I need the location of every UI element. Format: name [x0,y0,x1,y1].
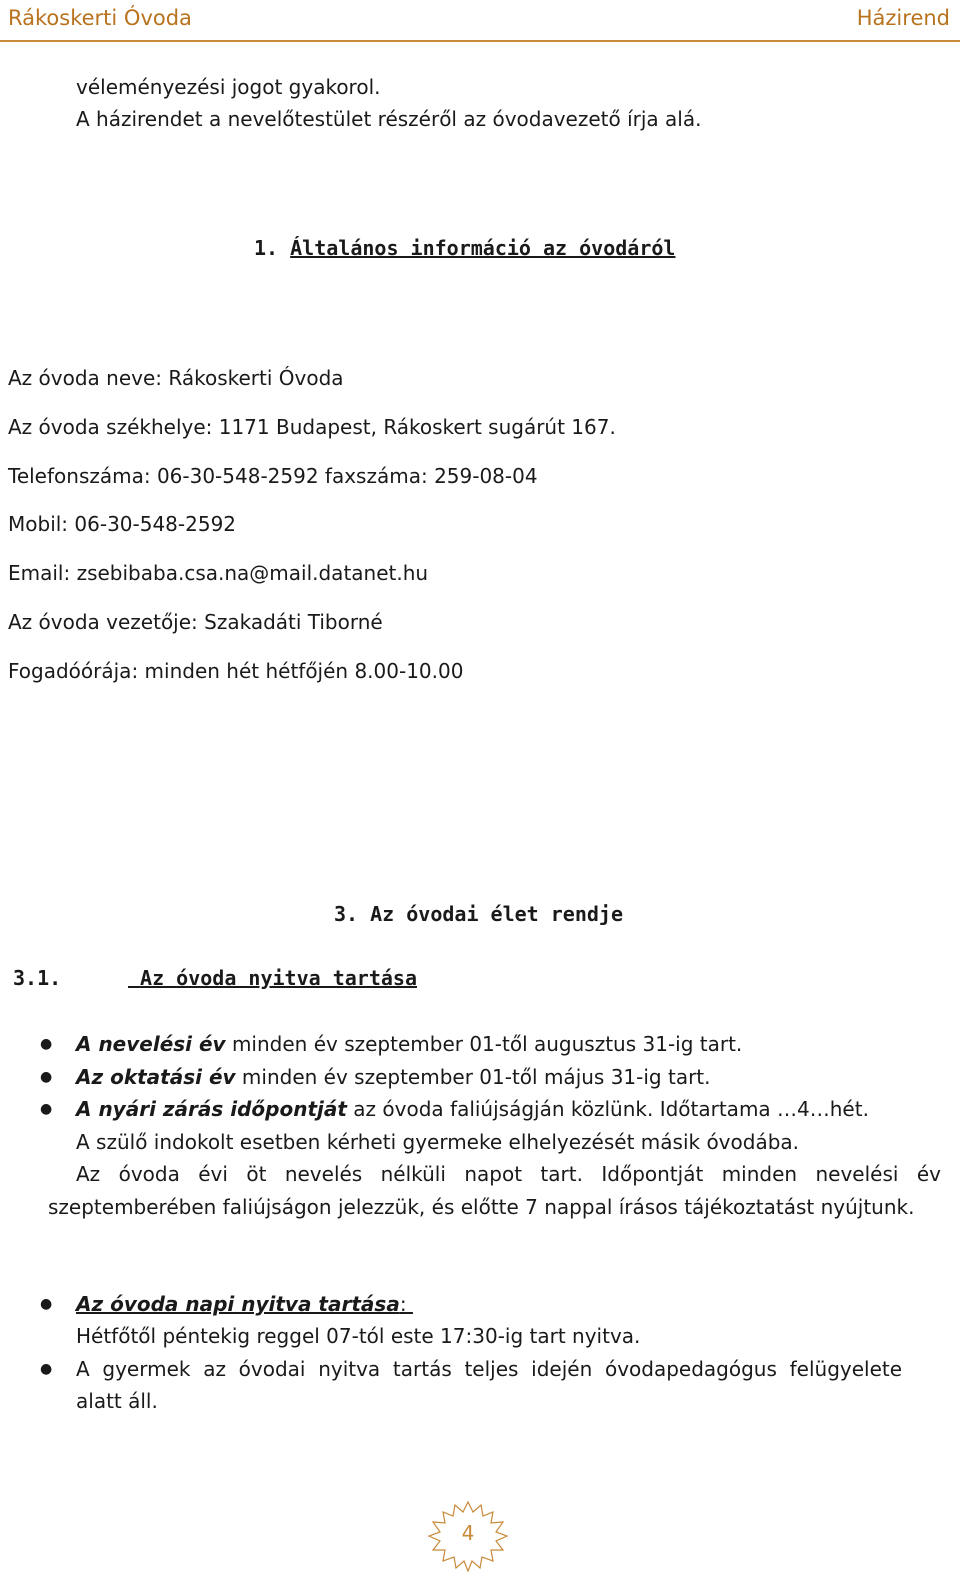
section-1-title: Általános információ az óvodáról [290,236,676,260]
header-rule [0,40,960,42]
info-director: Az óvoda vezetője: Szakadáti Tiborné [8,610,383,634]
bullet-2-emphasis: Az oktatási év [76,1065,236,1089]
info-mobile: Mobil: 06-30-548-2592 [8,512,237,536]
section-1-number: 1. [254,236,279,260]
nevelés-nelkuli-napok-paragraph [48,1158,941,1223]
bullet-dot: ● [40,1036,53,1052]
bullet-dot: ● [40,1069,53,1085]
section-3-1-title [128,966,417,990]
info-address: Az óvoda székhelye: 1171 Budapest, Rákoskert sugárút 167. [8,415,616,439]
info-name: Az óvoda neve: Rákoskerti Óvoda [8,366,344,390]
bullet-4-line-2: Hétfőtől péntekig reggel 07-tól este 17:30-ig tart nyitva. [76,1324,641,1348]
section-1-heading [254,236,675,260]
bullet-3-text: az óvoda faliújságján közlünk. Időtartama …4…hét. [346,1097,869,1121]
intro-line-2: A házirendet a nevelőtestület részéről az óvodavezető írja alá. [76,107,702,131]
bullet-oktatasi-ev [76,1064,711,1090]
bullet-5-line-2: alatt áll. [76,1389,158,1413]
bullet-dot: ● [40,1296,53,1312]
bullet-5-line-1: A gyermek az óvodai nyitva tartás teljes idején óvodapedagógus felügyelete [76,1357,903,1381]
bullet-napi-nyitva-tartas [76,1291,413,1317]
section-3-heading: 3. Az óvodai élet rendje [334,902,623,926]
bullet-3-line-2: A szülő indokolt esetben kérheti gyermeke elhelyezését másik óvodába. [76,1130,800,1154]
info-phone-fax: Telefonszáma: 06-30-548-2592 faxszáma: 259-08-04 [8,464,538,488]
page-number: 4 [461,1521,475,1545]
bullet-1-emphasis: A nevelési év [76,1032,226,1056]
header-doc-title: Házirend [856,6,950,30]
bullet-4-emphasis: Az óvoda napi nyitva tartása [76,1292,400,1316]
bullet-nevelesi-ev [76,1031,742,1057]
bullet-2-text: minden év szeptember 01-től május 31-ig tart. [235,1065,711,1089]
intro-line-1: véleményezési jogot gyakorol. [76,75,381,99]
page-number-badge [425,1498,511,1574]
header-school-name: Rákoskerti Óvoda [8,6,192,30]
bullet-3-emphasis: A nyári zárás időpontját [76,1097,347,1121]
info-office-hours: Fogadóórája: minden hét hétfőjén 8.00-10.00 [8,659,464,683]
info-email: Email: zsebibaba.csa.na@mail.datanet.hu [8,561,429,585]
bullet-nyari-zaras [76,1096,869,1122]
bullet-1-text: minden év szeptember 01-től augusztus 31-ig tart. [225,1032,743,1056]
bullet-4-colon: : [399,1292,407,1316]
paragraph-text: Az óvoda évi öt nevelés nélküli napot tart. Időpontját minden nevelési év szeptemberében faliújságon jelezzük, és előtte 7 nappal írásos tájékoztatást nyújtunk. [48,1162,941,1219]
section-3-1-number: 3.1. [13,966,62,990]
section-3-1-title-text: Az óvoda nyitva tartása [140,966,417,990]
bullet-dot: ● [40,1361,53,1377]
bullet-dot: ● [40,1101,53,1117]
